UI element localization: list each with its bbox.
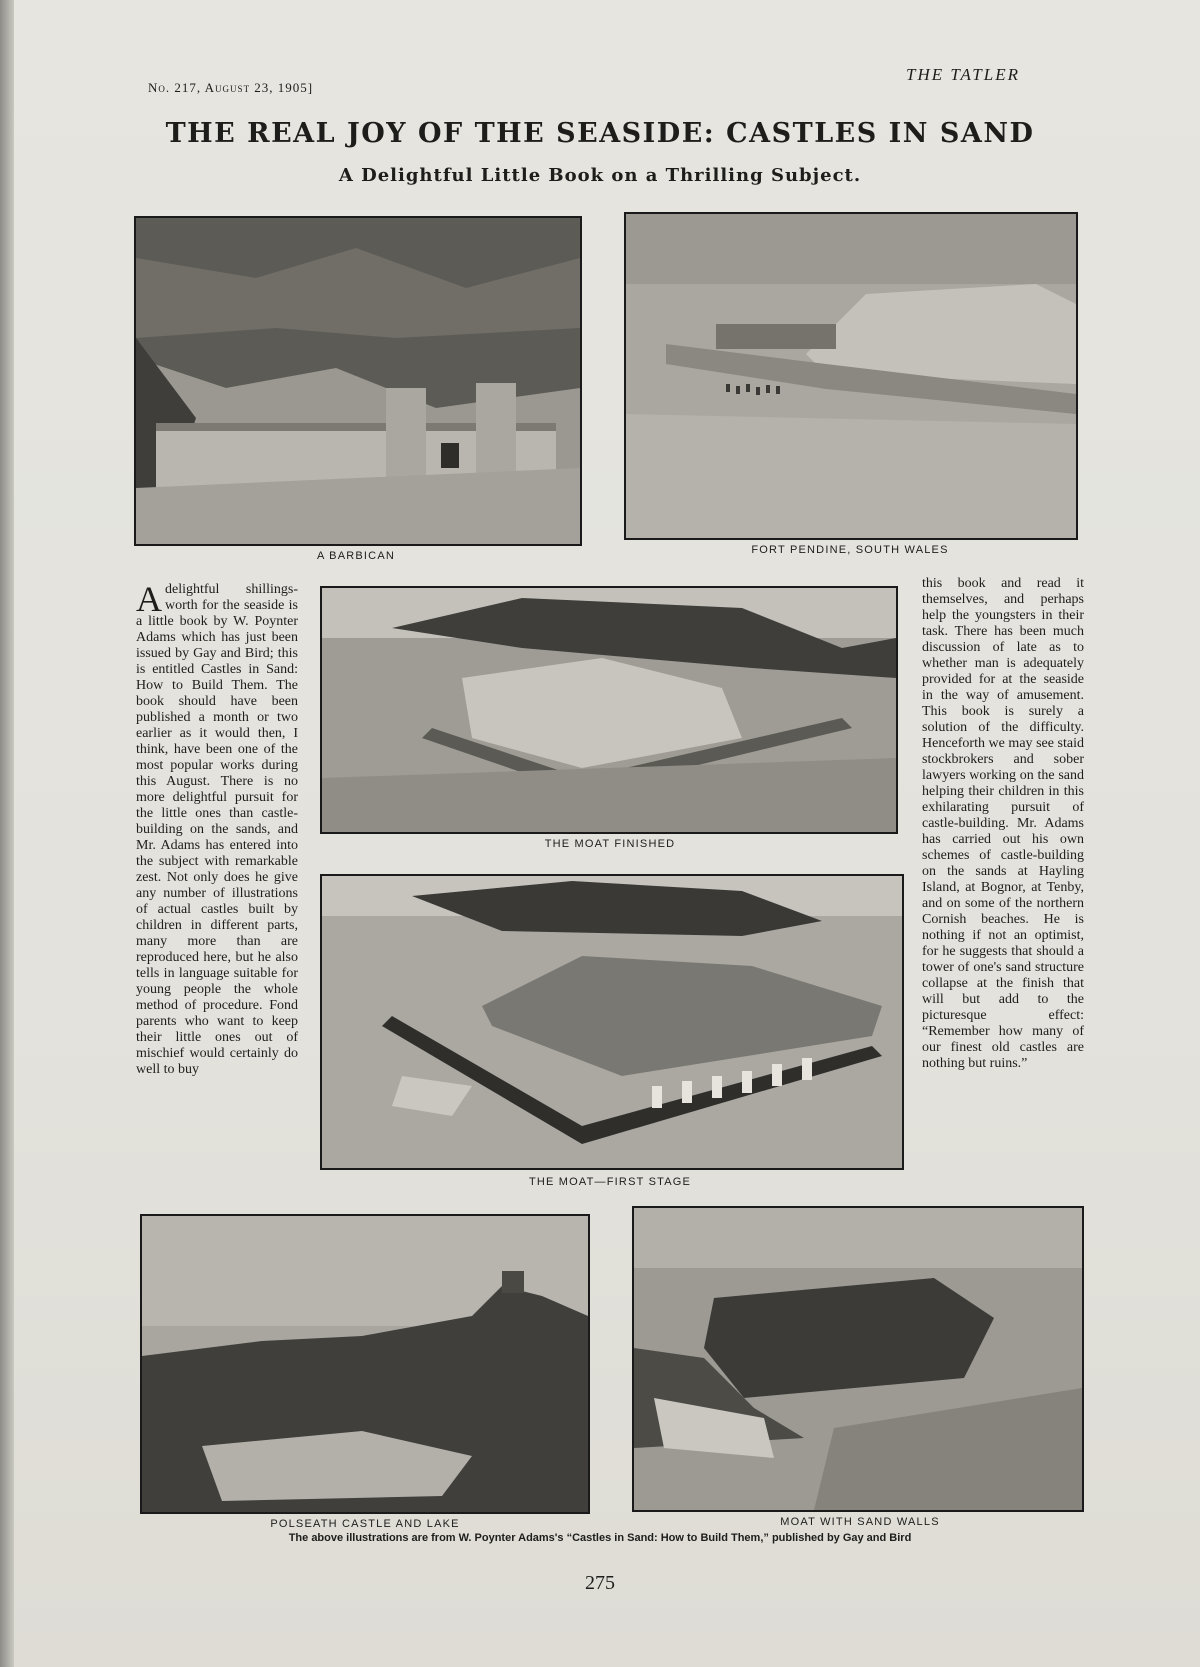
sand-castle-photo-icon <box>634 1208 1082 1510</box>
illustration-credit: The above illustrations are from W. Poynter Adams's “Castles in Sand: How to Build Them,” published by Gay and Bird <box>288 1532 912 1544</box>
issue-info: No. 217, August 23, 1905] <box>148 80 314 95</box>
article-title: THE REAL JOY OF THE SEASIDE: CASTLES IN SAND <box>165 118 1035 149</box>
article-right-column <box>922 576 1084 1072</box>
caption-fort-pendine: FORT PENDINE, SOUTH WALES <box>751 544 949 556</box>
drop-cap: A <box>136 579 162 619</box>
photo-fort-pendine <box>624 212 1078 540</box>
photo-moat-first-stage <box>320 874 904 1170</box>
left-column-text: delightful shillings-worth for the seaside is a little book by W. Poynter Adams which has just been issued by Gay and Bird; this is entitled Castles in Sand: How to Build Them. The book should have been published a month or two earlier as it would then, I think, have been one of the most popular works during this August. There is no more delightful pursuit for the little ones than castle-building on the sands, and Mr. Adams has entered into the subject with remarkable zest. Not only does he give any number of illustrations of actual castles built by children in different parts, many more than are reproduced here, but he also tells in language suitable for young people the whole method of procedure. Fond parents who want to keep their little ones out of mischief would certainly do well to buy <box>136 582 298 1077</box>
page-number: 275 <box>585 1572 615 1594</box>
photo-moat-finished <box>320 586 898 834</box>
article-subtitle: A Delightful Little Book on a Thrilling Subject. <box>338 165 862 186</box>
caption-moat-sand-walls: MOAT WITH SAND WALLS <box>780 1516 940 1528</box>
page-spine-shadow <box>0 0 14 1667</box>
photo-barbican <box>134 216 582 546</box>
sand-castle-photo-icon <box>142 1216 588 1512</box>
photo-polseath <box>140 1214 590 1514</box>
caption-moat-finished: THE MOAT FINISHED <box>544 838 676 850</box>
article-left-column <box>136 579 298 1078</box>
sand-castle-photo-icon <box>136 218 580 544</box>
sand-castle-photo-icon <box>322 876 902 1168</box>
magazine-name: THE TATLER <box>906 65 1020 84</box>
caption-barbican: A BARBICAN <box>316 550 396 562</box>
caption-polseath: POLSEATH CASTLE AND LAKE <box>270 1518 460 1530</box>
sand-castle-photo-icon <box>322 588 896 832</box>
right-column-text: this book and read it themselves, and perhaps help the youngsters in their task. There has been much discussion of late as to whether man is adequately provided for at the seaside in the way of amusement. This book is surely a solution of the difficulty. Henceforth we may see staid stockbrokers and sober lawyers working on the sand helping their children in this exhilarating pursuit of castle-building. Mr. Adams has carried out his own schemes of castle-building on the sands at Hayling Island, at Bognor, at Tenby, and on some of the northern Cornish beaches. He is nothing if not an optimist, for he suggests that should a tower of one's sand structure collapse at the finish that will but add to the picturesque effect: “Remember how many of our finest old castles are nothing but ruins.” <box>922 576 1084 1071</box>
caption-moat-first-stage: THE MOAT—FIRST STAGE <box>528 1176 692 1188</box>
sand-castle-photo-icon <box>626 214 1076 538</box>
photo-moat-sand-walls <box>632 1206 1084 1512</box>
